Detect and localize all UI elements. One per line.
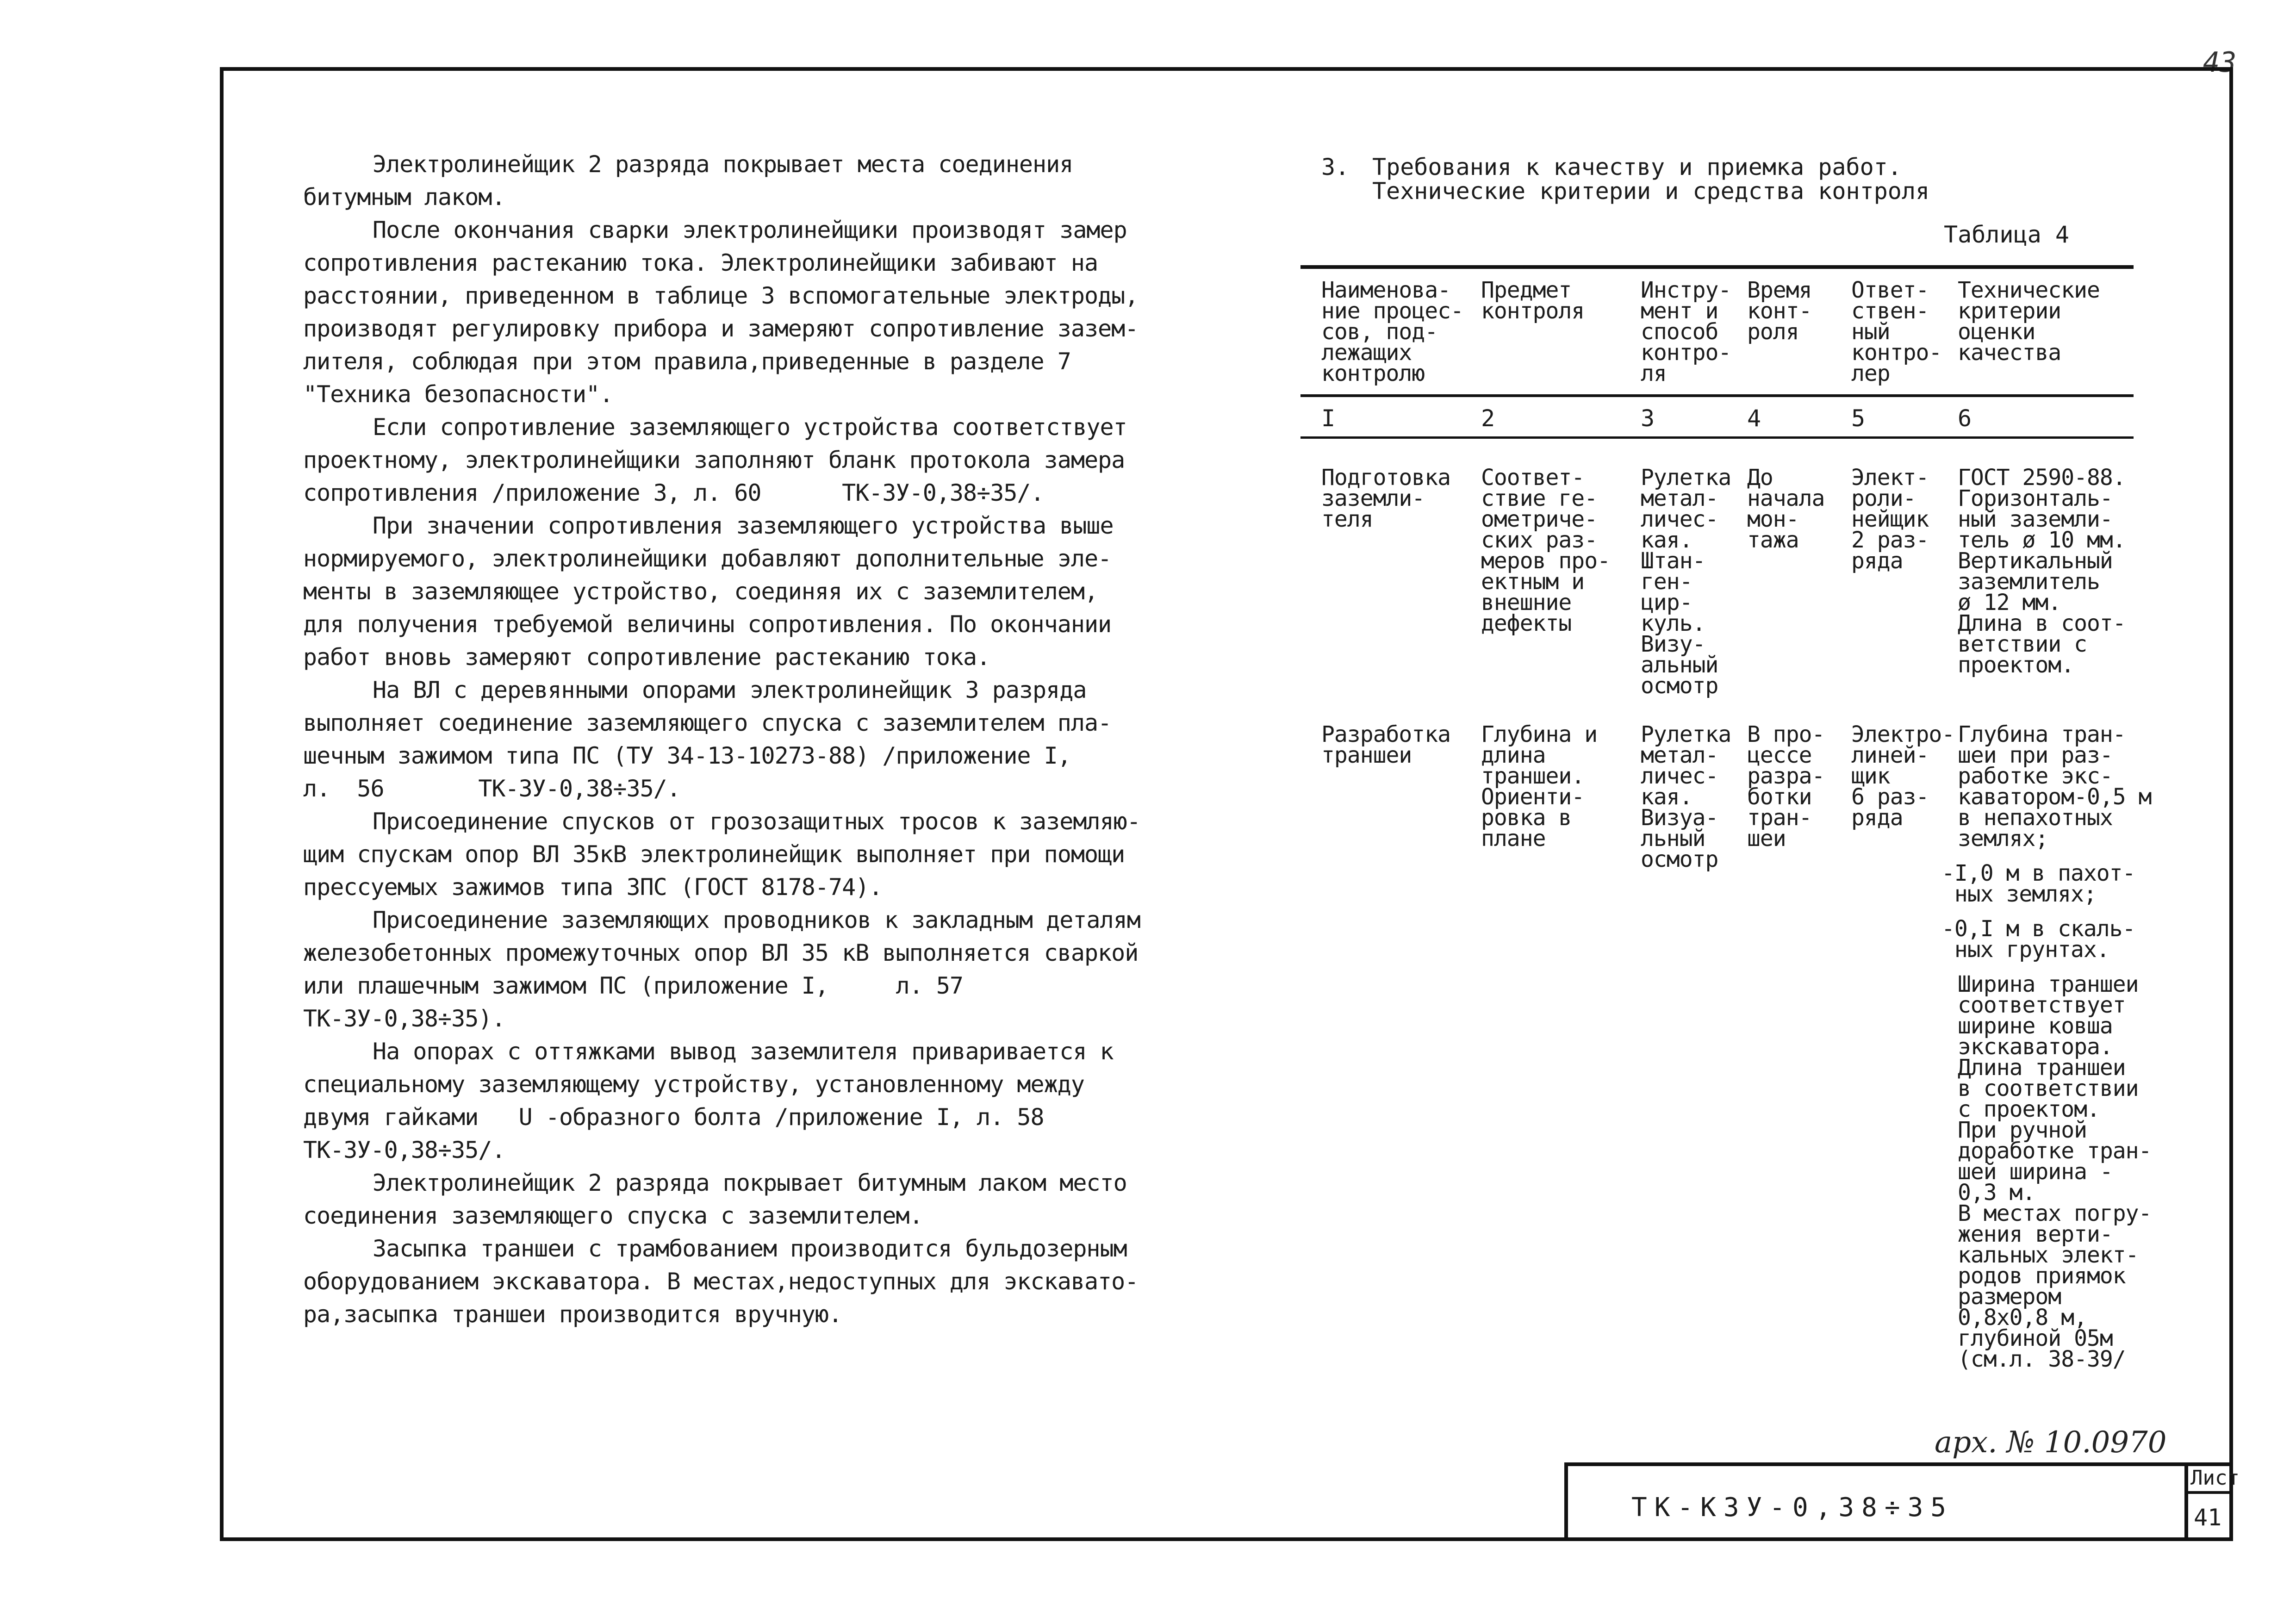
- text-line: Электролинейщик 2 разряда покрывает битумным лаком место: [373, 1169, 1127, 1196]
- text-line: ТК-ЗУ-0,38÷35).: [303, 1005, 505, 1032]
- header-time: Время конт- роля: [1747, 277, 1812, 345]
- paragraph-8: [303, 1035, 1150, 1167]
- text-line: производят регулировку прибора и замеряют сопротивление зазем-: [303, 315, 1139, 342]
- paragraph-1: [303, 148, 1150, 214]
- text-line: специальному заземляющему устройству, установленному между: [303, 1071, 1084, 1098]
- table-index-rule: [1300, 436, 2134, 439]
- sheet-label: Лист: [2190, 1466, 2240, 1490]
- table-label: Таблица 4: [1944, 221, 2069, 248]
- text-line: Присоединение заземляющих проводников к закладным деталям: [373, 907, 1140, 933]
- paragraph-3: [303, 411, 1150, 510]
- text-line: На опорах с оттяжками вывод заземлителя приваривается к: [373, 1038, 1114, 1065]
- paragraph-9: [303, 1167, 1150, 1232]
- paragraph-2: [303, 214, 1150, 411]
- text-line: расстоянии, приведенном в таблице 3 вспомогательные электроды,: [303, 282, 1139, 309]
- column-index-2: 2: [1481, 405, 1495, 432]
- text-line: На ВЛ с деревянными опорами электролинейщик 3 разряда: [373, 677, 1087, 703]
- paragraph-10: [303, 1232, 1150, 1331]
- paragraph-7: [303, 904, 1150, 1035]
- text-line: менты в заземляющее устройство, соединяя их с заземлителем,: [303, 578, 1098, 605]
- body-text: [303, 148, 1150, 1331]
- row2-instrument: Рулетка метал- личес- кая. Визуа- льный осмотр: [1641, 721, 1731, 872]
- table-header-rule: [1300, 394, 2134, 397]
- header-instrument: Инстру- мент и способ контро- ля: [1641, 277, 1731, 386]
- row2-criteria: Глубина тран- шеи при раз- работке экс- каватором-0,5 м в непахотных землях;: [1958, 721, 2152, 852]
- text-line: л. 56 ТК-ЗУ-0,38÷35/.: [303, 775, 680, 802]
- text-line: После окончания сварки электролинейщики производят замер: [373, 217, 1127, 243]
- column-index-4: 4: [1747, 405, 1761, 432]
- text-line: "Техника безопасности".: [303, 381, 613, 408]
- row2-process: Разработка траншеи: [1321, 721, 1450, 768]
- handwritten-page-number: 43: [2203, 46, 2237, 79]
- section-number: 3.: [1321, 154, 1350, 180]
- row1-instrument: Рулетка метал- личес- кая. Штан- ген- цир- куль. Визу- альный осмотр: [1641, 465, 1731, 699]
- document-code: ТК-КЗУ-0,38÷35: [1631, 1492, 1954, 1523]
- row2-responsible: Электро- линей- щик 6 раз- ряда: [1851, 721, 1955, 831]
- archive-stamp: арх. № 10.0970: [1935, 1425, 2167, 1460]
- text-line: Электролинейщик 2 разряда покрывает места соединения: [373, 151, 1073, 178]
- text-line: соединения заземляющего спуска с заземлителем.: [303, 1202, 923, 1229]
- text-line: ра,засыпка траншеи производится вручную.: [303, 1301, 842, 1328]
- row1-criteria: ГОСТ 2590-88. Горизонталь- ный заземли- тель ø 10 мм. Вертикальный заземлитель ø 12 мм. Длина в соот- ветствии с проектом.: [1958, 465, 2126, 678]
- column-index-1: I: [1321, 405, 1335, 432]
- section-title: [1372, 155, 1929, 203]
- sheet-number: 41: [2194, 1504, 2222, 1531]
- row2-time: В про- цессе разра- ботки тран- шеи: [1747, 721, 1825, 852]
- header-responsible: Ответ- ствен- ный контро- лер: [1851, 277, 1942, 386]
- text-line: щим спускам опор ВЛ 35кВ электролинейщик выполняет при помощи: [303, 841, 1125, 868]
- text-line: проектному, электролинейщики заполняют бланк протокола замера: [303, 447, 1125, 473]
- text-line: лителя, соблюдая при этом правила,приведенные в разделе 7: [303, 348, 1071, 375]
- column-index-6: 6: [1958, 405, 1972, 432]
- text-line: нормируемого, электролинейщики добавляют дополнительные эле-: [303, 545, 1112, 572]
- header-criteria: Технические критерии оценки качества: [1958, 277, 2100, 366]
- text-line: Присоединение спусков от грозозащитных тросов к заземляю-: [373, 808, 1140, 835]
- row1-time: До начала мон- тажа: [1747, 465, 1825, 553]
- row2-criteria-width: Ширина траншеи соответствует ширине ковша экскаватора. Длина траншеи в соответствии с проектом. При ручной доработке тран- шей ширина - 0,3 м. В местах погру- жения верти- кальных элект- родов приямок размером 0,8х0,8 м, глубиной 05м (см.л. 38-39/: [1958, 971, 2152, 1372]
- text-line: двумя гайками U -образного болта /приложение I, л. 58: [303, 1104, 1044, 1131]
- text-line: Если сопротивление заземляющего устройства соответствует: [373, 414, 1127, 441]
- text-line: железобетонных промежуточных опор ВЛ 35 кВ выполняется сваркой: [303, 939, 1139, 966]
- text-line: Засыпка траншеи с трамбованием производится бульдозерным: [373, 1235, 1127, 1262]
- row1-responsible: Элект- роли- нейщик 2 раз- ряда: [1851, 465, 1929, 574]
- sheet-cell-divider: [2184, 1491, 2233, 1494]
- header-process: Наименова- ние процес- сов, под- лежащих контролю: [1321, 277, 1463, 386]
- row2-subject: Глубина и длина траншеи. Ориенти- ровка в плане: [1481, 721, 1598, 852]
- text-line: При значении сопротивления заземляющего устройства выше: [373, 512, 1114, 539]
- section-title-line-1: Требования к качеству и приемка работ.: [1372, 154, 1902, 180]
- header-subject: Предмет контроля: [1481, 277, 1585, 324]
- text-line: сопротивления растеканию тока. Электролинейщики забивают на: [303, 249, 1098, 276]
- row2-criteria-rocky: -0,I м в скаль- ных грунтах.: [1941, 916, 2135, 963]
- paragraph-6: [303, 805, 1150, 904]
- column-index-3: 3: [1641, 405, 1655, 432]
- text-line: работ вновь замеряют сопротивление растеканию тока.: [303, 644, 990, 671]
- text-line: ТК-ЗУ-0,38÷35/.: [303, 1137, 505, 1163]
- text-line: сопротивления /приложение 3, л. 60 ТК-ЗУ-0,38÷35/.: [303, 479, 1044, 506]
- text-line: шечным зажимом типа ПС (ТУ 34-13-10273-88) /приложение I,: [303, 742, 1071, 769]
- text-line: выполняет соединение заземляющего спуска с заземлителем пла-: [303, 709, 1112, 736]
- row1-subject: Соответ- ствие ге- ометриче- ских раз- меров про- ектным и внешние дефекты: [1481, 465, 1610, 636]
- row2-criteria-arable: -I,0 м в пахот- ных землях;: [1941, 860, 2135, 907]
- section-title-line-2: Технические критерии и средства контроля: [1372, 178, 1930, 205]
- text-line: или плашечным зажимом ПС (приложение I, л. 57: [303, 972, 964, 999]
- row1-process: Подготовка заземли- теля: [1321, 465, 1450, 532]
- paragraph-5: [303, 674, 1150, 805]
- table-top-rule: [1300, 265, 2134, 269]
- column-index-5: 5: [1851, 405, 1865, 432]
- text-line: для получения требуемой величины сопротивления. По окончании: [303, 611, 1112, 638]
- paragraph-4: [303, 510, 1150, 674]
- text-line: битумным лаком.: [303, 184, 505, 211]
- text-line: прессуемых зажимов типа ЗПС (ГОСТ 8178-74).: [303, 874, 883, 901]
- text-line: оборудованием экскаватора. В местах,недоступных для экскавато-: [303, 1268, 1139, 1295]
